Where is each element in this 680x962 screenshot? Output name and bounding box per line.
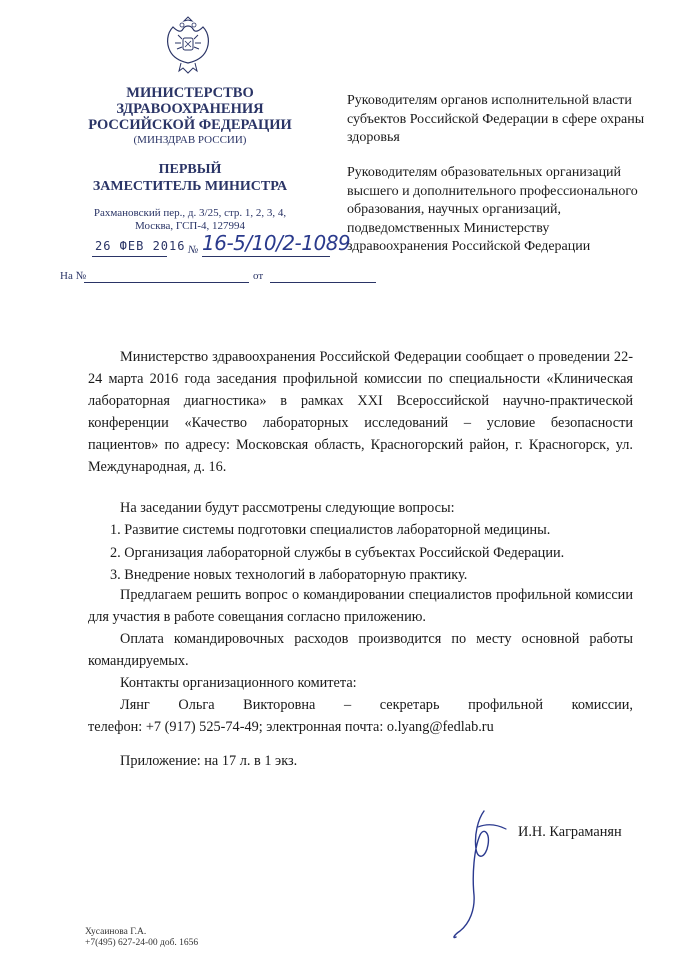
contact-details	[88, 694, 633, 738]
reference-number-blank	[84, 282, 249, 283]
contacts-label: Контакты организационного комитета:	[120, 675, 357, 691]
ministry-line: МИНИСТЕРСТВО	[126, 85, 254, 101]
questions-list	[110, 519, 650, 587]
date-underline	[92, 256, 167, 257]
reference-number-label: На №	[60, 270, 87, 282]
addressee-block: Руководителям образовательных организаций высшего и дополнительного профессионального образования, научных организаций, подведомственных Министерству здравоохранения Российской Федерации	[347, 165, 638, 254]
question-item: 1. Развитие системы подготовки специалистов лабораторной медицины.	[110, 522, 551, 538]
position-line: ПЕРВЫЙ	[158, 162, 222, 177]
address-line: Рахмановский пер., д. 3/25, стр. 1, 2, 3, 4,	[93, 207, 287, 219]
signer-name: И.Н. Каграманян	[518, 824, 622, 840]
reference-date-label: от	[253, 270, 264, 282]
question-item: 3. Внедрение новых технологий в лабораторную практику.	[110, 567, 468, 583]
signer-position	[80, 161, 300, 195]
addressee-block: Руководителям органов исполнительной власти субъектов Российской Федерации в сфере охраны здоровья	[347, 93, 645, 145]
number-label: №	[188, 244, 199, 256]
meeting-intro: На заседании будут рассмотрены следующие вопросы:	[120, 500, 455, 516]
contact-line: Лянг Ольга Викторовна – секретарь профильной комиссии,	[120, 697, 633, 713]
executor-info	[85, 927, 198, 949]
number-underline	[202, 256, 330, 257]
coat-of-arms-emblem-icon	[163, 13, 213, 75]
proposal-paragraph: Предлагаем решить вопрос о командировании специалистов профильной комиссии для участия в работе совещания согласно приложению.	[88, 587, 633, 625]
appendix-note: Приложение: на 17 л. в 1 экз.	[120, 753, 298, 769]
contact-line: телефон: +7 (917) 525-74-49; электронная почта: o.lyang@fedlab.ru	[88, 719, 494, 735]
reference-date-blank	[270, 282, 376, 283]
ministry-line: РОССИЙСКОЙ ФЕДЕРАЦИИ	[88, 117, 292, 133]
executor-name: Хусаинова Г.А.	[85, 927, 147, 937]
registration-number: 16-5/10/2-1089	[202, 231, 351, 255]
letter-date-stamp: 26 ФЕВ 2016	[95, 239, 186, 253]
ministry-line: ЗДРАВООХРАНЕНИЯ	[116, 101, 264, 117]
ministry-address	[80, 207, 300, 233]
reference-line	[60, 268, 322, 288]
intro-paragraph: Министерство здравоохранения Российской Федерации сообщает о проведении 22-24 марта 2016 года заседания профильной комиссии по специальности «Клиническая лабораторная диагностика» в рамках XXI Всероссийской научно-практической конференции «Качество лабораторных исследований – условие безопасности пациентов» по адресу: Московская область, Красногорский район, г. Красногорск, ул. Международная, д. 16.	[88, 349, 633, 475]
question-item: 2. Организация лабораторной службы в субъектах Российской Федерации.	[110, 544, 565, 561]
payment-paragraph: Оплата командировочных расходов производится по месту основной работы командируемых.	[88, 631, 633, 669]
ministry-name	[80, 85, 300, 147]
handwritten-signature	[448, 805, 518, 945]
executor-phone: +7(495) 627-24-00 доб. 1656	[85, 938, 199, 948]
ministry-abbreviation: (МИНЗДРАВ РОССИИ)	[133, 134, 247, 146]
address-line: Москва, ГСП-4, 127994	[134, 220, 246, 232]
position-line: ЗАМЕСТИТЕЛЬ МИНИСТРА	[92, 179, 288, 194]
